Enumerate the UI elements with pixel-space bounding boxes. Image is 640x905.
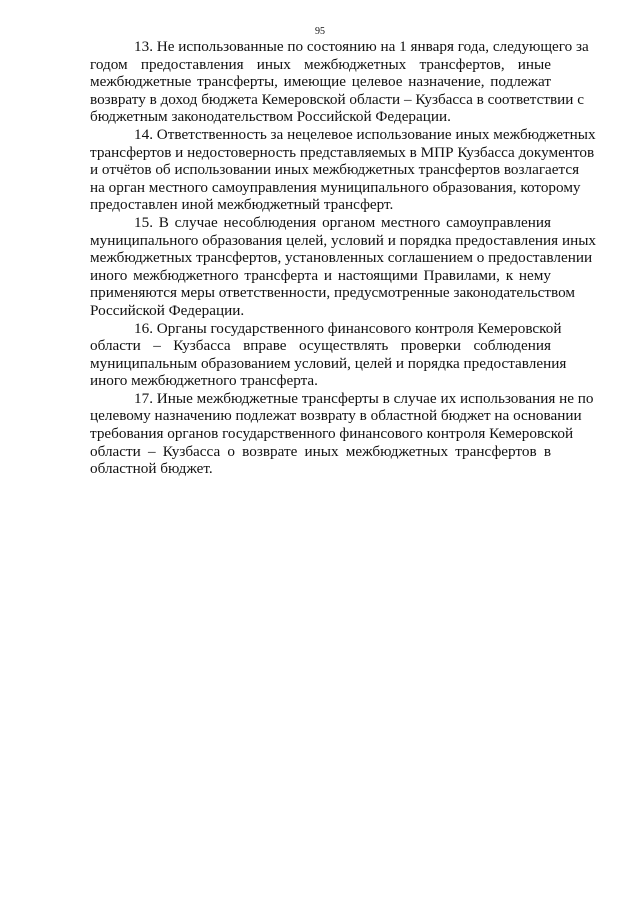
text-line: иного межбюджетного трансферта.: [90, 372, 318, 390]
text-line: и отчётов об использовании иных межбюджетных трансфертов возлагается: [90, 161, 580, 179]
text-line: годом предоставления иных межбюджетных трансфертов, иные: [90, 55, 551, 73]
paragraph-14: [90, 125, 596, 214]
text-line: предоставлен иной межбюджетный трансферт.: [90, 196, 394, 214]
text-line: области – Кузбасса о возврате иных межбюджетных трансфертов в: [90, 442, 551, 460]
paragraph-17: [90, 389, 594, 478]
text-line: межбюджетные трансферты, имеющие целевое назначение, подлежат: [90, 73, 551, 91]
text-line: области – Кузбасса вправе осуществлять проверки соблюдения: [90, 337, 551, 355]
text-line: муниципального образования целей, условий и порядка предоставления иных: [90, 231, 597, 249]
paragraph-16: [90, 319, 567, 390]
text-line: трансфертов и недостоверность представляемых в МПР Кузбасса документов: [90, 143, 595, 161]
text-line: областной бюджет.: [90, 460, 213, 478]
text-line: межбюджетных трансфертов, установленных соглашением о предоставлении: [90, 249, 593, 267]
text-line: Российской Федерации.: [90, 301, 245, 319]
paragraph-13: [90, 38, 589, 126]
text-line: муниципальным образованием условий, целей и порядка предоставления: [90, 354, 567, 372]
text-line: возврату в доход бюджета Кемеровской области – Кузбасса в соответствии с: [90, 90, 584, 108]
text-line: 16. Органы государственного финансового контроля Кемеровской: [134, 319, 562, 337]
text-line: бюджетным законодательством Российской Федерации.: [90, 108, 451, 126]
text-line: применяются меры ответственности, предусмотренные законодательством: [90, 284, 575, 302]
document-body: [90, 38, 597, 478]
text-line: 17. Иные межбюджетные трансферты в случае их использования не по: [134, 389, 594, 407]
text-line: 13. Не использованные по состоянию на 1 января года, следующего за: [134, 38, 589, 55]
paragraph-15: [90, 213, 597, 320]
text-line: на орган местного самоуправления муниципального образования, которому: [90, 178, 581, 196]
text-line: 14. Ответственность за нецелевое использование иных межбюджетных: [134, 125, 596, 143]
text-line: целевому назначению подлежат возврату в областной бюджет на основании: [90, 407, 582, 425]
text-line: требования органов государственного финансового контроля Кемеровской: [90, 425, 574, 443]
text-line: 15. В случае несоблюдения органом местного самоуправления: [134, 213, 551, 231]
text-line: иного межбюджетного трансферта и настоящими Правилами, к нему: [90, 266, 551, 284]
page-number: 95: [315, 26, 325, 37]
